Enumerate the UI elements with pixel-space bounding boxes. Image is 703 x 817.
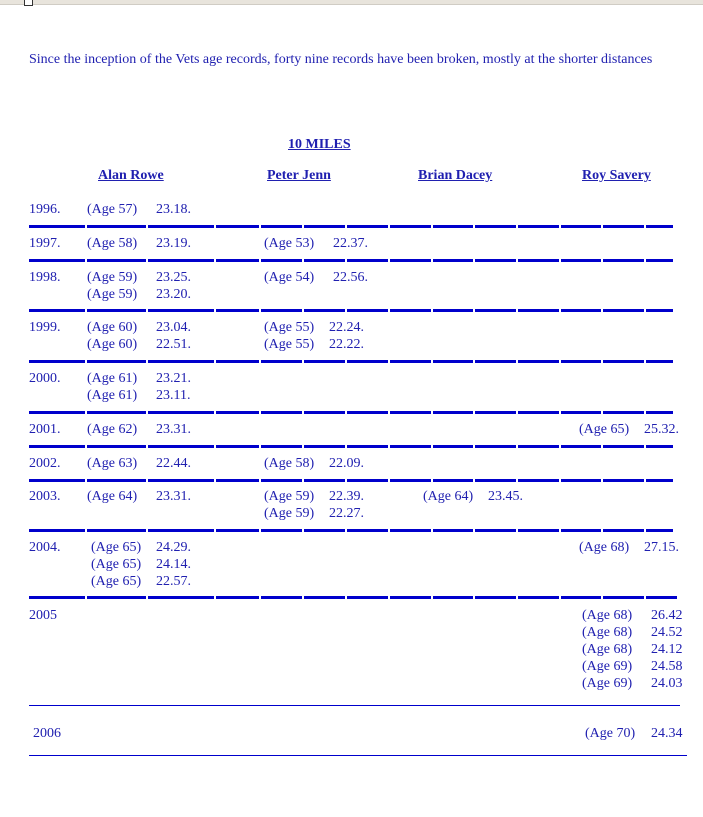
divider-gap: [644, 258, 646, 262]
divider-gap: [146, 359, 148, 363]
divider-gap: [85, 478, 87, 482]
divider-gap: [302, 595, 304, 599]
divider-gap: [431, 258, 433, 262]
age-cell: (Age 62): [87, 422, 138, 437]
divider-gap: [302, 444, 304, 448]
time-cell: 24.58: [651, 659, 683, 674]
divider-gap: [214, 308, 216, 312]
divider-gap: [473, 595, 475, 599]
year-label: 1996.: [29, 202, 61, 217]
divider-gap: [644, 444, 646, 448]
divider-gap: [345, 528, 347, 532]
year-label: 1998.: [29, 270, 61, 285]
time-cell: 22.39.: [329, 489, 364, 504]
divider-gap: [473, 224, 475, 228]
divider-gap: [516, 444, 518, 448]
age-cell: (Age 65): [579, 422, 630, 437]
divider-gap: [388, 224, 390, 228]
divider-gap: [214, 595, 216, 599]
divider-gap: [388, 595, 390, 599]
divider-gap: [431, 478, 433, 482]
age-cell: (Age 64): [87, 489, 138, 504]
divider-gap: [559, 595, 561, 599]
age-cell: (Age 59): [264, 489, 315, 504]
row-divider: [29, 529, 673, 532]
divider-gap: [601, 258, 603, 262]
year-label: 2005: [29, 608, 57, 623]
year-label: 2006: [33, 726, 61, 741]
divider-gap: [388, 410, 390, 414]
year-label: 1997.: [29, 236, 61, 251]
divider-gap: [516, 224, 518, 228]
divider-gap: [259, 528, 261, 532]
divider-gap: [431, 224, 433, 228]
divider-gap: [473, 359, 475, 363]
age-cell: (Age 58): [87, 236, 138, 251]
divider-gap: [146, 410, 148, 414]
time-cell: 24.12: [651, 642, 683, 657]
age-cell: (Age 59): [264, 506, 315, 521]
divider-gap: [601, 359, 603, 363]
age-cell: (Age 63): [87, 456, 138, 471]
age-cell: (Age 65): [91, 557, 142, 572]
divider-gap: [214, 478, 216, 482]
divider-gap: [259, 595, 261, 599]
divider-gap: [644, 595, 646, 599]
header-peter-jenn: Peter Jenn: [267, 168, 331, 183]
time-cell: 23.04.: [156, 320, 191, 335]
divider-gap: [302, 478, 304, 482]
divider-gap: [516, 258, 518, 262]
divider-gap: [214, 224, 216, 228]
divider-gap: [302, 359, 304, 363]
divider-gap: [473, 478, 475, 482]
age-cell: (Age 68): [579, 540, 630, 555]
age-cell: (Age 60): [87, 320, 138, 335]
age-cell: (Age 65): [91, 540, 142, 555]
divider-gap: [259, 359, 261, 363]
divider-gap: [259, 258, 261, 262]
row-divider: [29, 596, 677, 599]
row-divider: [29, 309, 673, 312]
divider-gap: [601, 224, 603, 228]
row-divider: [29, 225, 673, 228]
time-cell: 22.44.: [156, 456, 191, 471]
divider-gap: [601, 478, 603, 482]
divider-gap: [85, 528, 87, 532]
divider-gap: [473, 528, 475, 532]
row-divider: [29, 411, 673, 414]
page-title: 10 MILES: [288, 137, 351, 152]
resize-handle-icon[interactable]: [24, 0, 33, 6]
age-cell: (Age 64): [423, 489, 474, 504]
time-cell: 22.37.: [333, 236, 368, 251]
divider-gap: [516, 359, 518, 363]
divider-gap: [388, 308, 390, 312]
divider-gap: [85, 444, 87, 448]
intro-text: Since the inception of the Vets age records, forty nine records have been broken, mostly at the shorter distances: [29, 52, 653, 67]
time-cell: 23.21.: [156, 371, 191, 386]
divider-gap: [644, 478, 646, 482]
divider-gap: [431, 595, 433, 599]
age-cell: (Age 60): [87, 337, 138, 352]
divider-gap: [302, 308, 304, 312]
time-cell: 23.25.: [156, 270, 191, 285]
divider-gap: [345, 359, 347, 363]
time-cell: 22.09.: [329, 456, 364, 471]
divider-gap: [85, 308, 87, 312]
time-cell: 26.42: [651, 608, 683, 623]
time-cell: 22.57.: [156, 574, 191, 589]
divider-gap: [559, 308, 561, 312]
divider-gap: [516, 410, 518, 414]
age-cell: (Age 69): [582, 676, 633, 691]
divider-gap: [85, 595, 87, 599]
time-cell: 24.52: [651, 625, 683, 640]
age-cell: (Age 57): [87, 202, 138, 217]
divider-gap: [644, 359, 646, 363]
divider-gap: [644, 308, 646, 312]
divider-gap: [516, 595, 518, 599]
divider-gap: [345, 444, 347, 448]
age-cell: (Age 54): [264, 270, 315, 285]
year-label: 2001.: [29, 422, 61, 437]
time-cell: 23.19.: [156, 236, 191, 251]
age-cell: (Age 59): [87, 287, 138, 302]
divider-gap: [559, 410, 561, 414]
divider-gap: [345, 224, 347, 228]
time-cell: 25.32.: [644, 422, 679, 437]
divider-gap: [302, 224, 304, 228]
divider-gap: [146, 224, 148, 228]
row-divider: [29, 360, 673, 363]
divider-gap: [559, 224, 561, 228]
divider-gap: [146, 444, 148, 448]
age-cell: (Age 53): [264, 236, 315, 251]
divider-gap: [345, 308, 347, 312]
age-cell: (Age 68): [582, 608, 633, 623]
age-cell: (Age 61): [87, 388, 138, 403]
divider-gap: [644, 528, 646, 532]
age-cell: (Age 68): [582, 642, 633, 657]
divider-gap: [644, 224, 646, 228]
divider-gap: [214, 410, 216, 414]
divider-gap: [345, 258, 347, 262]
divider-gap: [559, 444, 561, 448]
divider-gap: [559, 478, 561, 482]
year-label: 1999.: [29, 320, 61, 335]
divider-gap: [473, 308, 475, 312]
divider-gap: [388, 444, 390, 448]
time-cell: 22.27.: [329, 506, 364, 521]
age-cell: (Age 55): [264, 320, 315, 335]
divider-gap: [431, 444, 433, 448]
divider-gap: [388, 258, 390, 262]
divider-gap: [214, 444, 216, 448]
time-cell: 24.29.: [156, 540, 191, 555]
row-divider: [29, 259, 673, 262]
divider-gap: [85, 258, 87, 262]
divider-gap: [259, 224, 261, 228]
divider-gap: [473, 444, 475, 448]
time-cell: 23.11.: [156, 388, 191, 403]
divider-gap: [345, 410, 347, 414]
age-cell: (Age 61): [87, 371, 138, 386]
time-cell: 24.34: [651, 726, 683, 741]
row-divider: [29, 479, 673, 482]
age-cell: (Age 70): [585, 726, 636, 741]
time-cell: 23.18.: [156, 202, 191, 217]
divider-gap: [146, 308, 148, 312]
year-label: 2004.: [29, 540, 61, 555]
divider-gap: [388, 528, 390, 532]
divider-gap: [473, 410, 475, 414]
divider-gap: [559, 359, 561, 363]
divider-gap: [601, 410, 603, 414]
divider-gap: [601, 528, 603, 532]
divider-gap: [345, 595, 347, 599]
divider-gap: [259, 444, 261, 448]
divider-gap: [431, 359, 433, 363]
divider-gap: [644, 410, 646, 414]
time-cell: 23.31.: [156, 422, 191, 437]
divider-gap: [559, 528, 561, 532]
divider-gap: [259, 478, 261, 482]
year-label: 2000.: [29, 371, 61, 386]
divider-gap: [473, 258, 475, 262]
divider-gap: [146, 528, 148, 532]
time-cell: 27.15.: [644, 540, 679, 555]
divider-gap: [85, 359, 87, 363]
year-label: 2003.: [29, 489, 61, 504]
divider-gap: [601, 308, 603, 312]
time-cell: 23.45.: [488, 489, 523, 504]
header-brian-dacey: Brian Dacey: [418, 168, 493, 183]
year-label: 2002.: [29, 456, 61, 471]
divider-gap: [601, 595, 603, 599]
divider-gap: [388, 359, 390, 363]
age-cell: (Age 58): [264, 456, 315, 471]
divider-gap: [259, 410, 261, 414]
divider-gap: [559, 258, 561, 262]
divider-gap: [214, 528, 216, 532]
header-roy-savery: Roy Savery: [582, 168, 651, 183]
time-cell: 22.51.: [156, 337, 191, 352]
time-cell: 23.20.: [156, 287, 191, 302]
age-cell: (Age 68): [582, 625, 633, 640]
age-cell: (Age 55): [264, 337, 315, 352]
row-divider-thin: [29, 755, 687, 756]
divider-gap: [85, 224, 87, 228]
time-cell: 22.22.: [329, 337, 364, 352]
age-cell: (Age 59): [87, 270, 138, 285]
divider-gap: [431, 410, 433, 414]
age-cell: (Age 69): [582, 659, 633, 674]
row-divider: [29, 445, 673, 448]
divider-gap: [214, 258, 216, 262]
age-cell: (Age 65): [91, 574, 142, 589]
divider-gap: [302, 528, 304, 532]
time-cell: 22.24.: [329, 320, 364, 335]
window-top-strip: [0, 0, 703, 5]
divider-gap: [516, 478, 518, 482]
divider-gap: [259, 308, 261, 312]
divider-gap: [516, 528, 518, 532]
divider-gap: [214, 359, 216, 363]
time-cell: 22.56.: [333, 270, 368, 285]
time-cell: 24.14.: [156, 557, 191, 572]
divider-gap: [85, 410, 87, 414]
divider-gap: [431, 308, 433, 312]
divider-gap: [516, 308, 518, 312]
time-cell: 23.31.: [156, 489, 191, 504]
divider-gap: [388, 478, 390, 482]
divider-gap: [431, 528, 433, 532]
divider-gap: [302, 410, 304, 414]
divider-gap: [146, 258, 148, 262]
time-cell: 24.03: [651, 676, 683, 691]
header-alan-rowe: Alan Rowe: [98, 168, 164, 183]
divider-gap: [146, 595, 148, 599]
row-divider-thin: [29, 705, 680, 706]
divider-gap: [146, 478, 148, 482]
divider-gap: [345, 478, 347, 482]
divider-gap: [302, 258, 304, 262]
divider-gap: [601, 444, 603, 448]
